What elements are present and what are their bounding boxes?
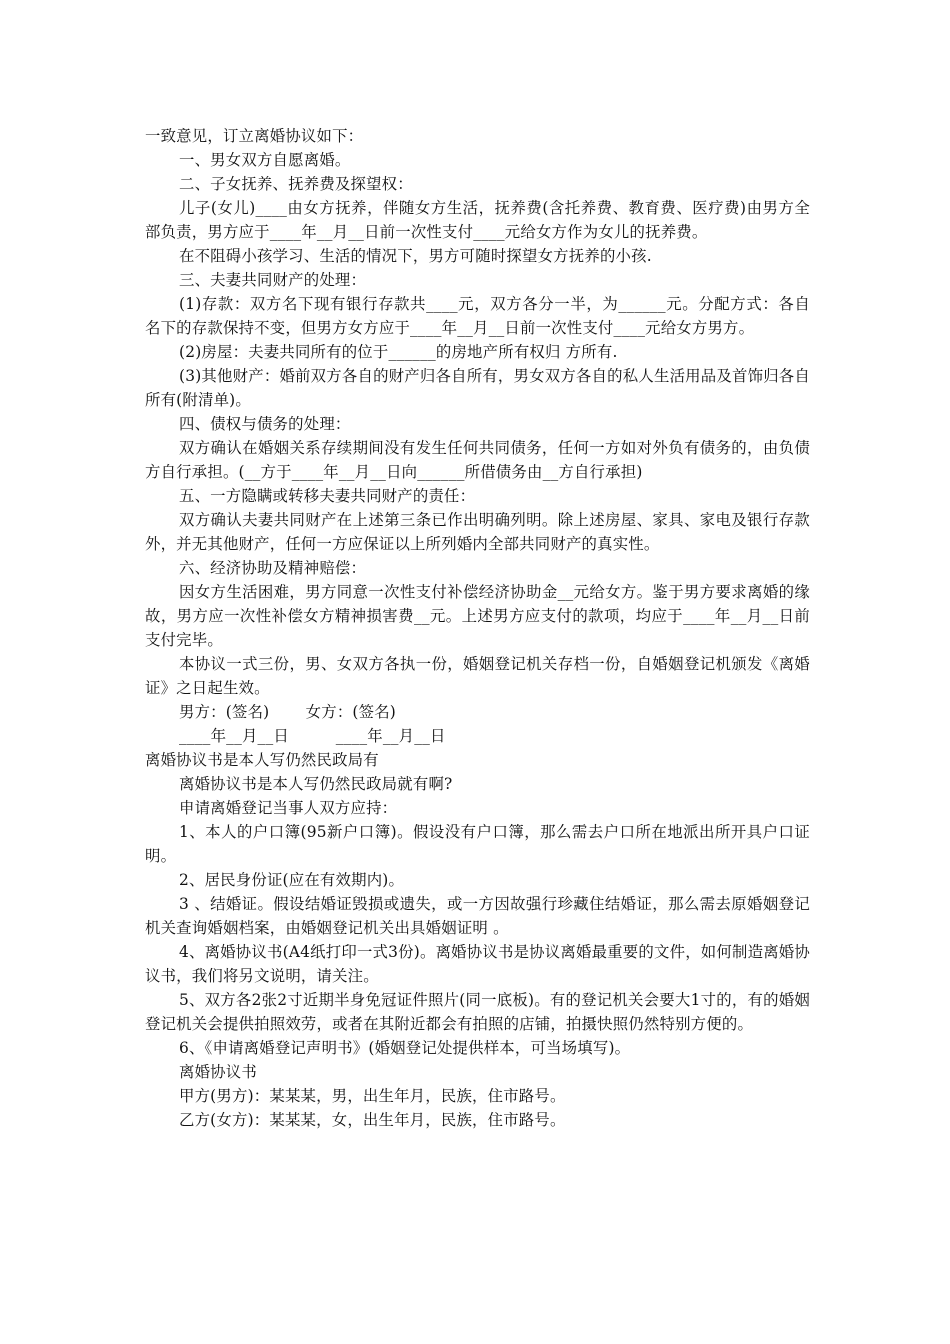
section-heading: 三、夫妻共同财产的处理： [179,271,367,289]
document-body [145,124,810,1132]
section-heading: 六、经济协助及精神赔偿： [179,559,367,577]
paragraph: 因女方生活困难，男方同意一次性支付补偿经济协助金__元给女方。鉴于男方要求离婚的缘故，男方应一次性补偿女方精神损害费__元。上述男方应支付的款项，均应于____年__月__日前支付完毕。 [145,583,810,649]
list-item: 2、居民身份证(应在有效期内)。 [179,871,405,889]
list-item: 6、《申请离婚登记声明书》(婚姻登记处提供样本，可当场填写)。 [179,1039,631,1057]
paragraph: (3)其他财产：婚前双方各自的财产归各自所有，男女双方各自的私人生活用品及首饰归各自所有(附清单)。 [145,367,810,409]
section-title: 离婚协议书 [179,1063,257,1081]
paragraph: (1)存款：双方名下现有银行存款共____元，双方各分一半，为______元。分配方式：各自名下的存款保持不变，但男方女方应于____年__月__日前一次性支付____元给女方男方。 [145,295,810,337]
section-heading: 二、子女抚养、抚养费及探望权： [179,175,413,193]
paragraph: 本协议一式三份，男、女双方各执一份，婚姻登记机关存档一份，自婚姻登记机颁发《离婚证》之日起生效。 [145,655,810,697]
list-item: 1、本人的户口簿(95新户口簿)。假设没有户口簿，那么需去户口所在地派出所开具户口证明。 [145,823,810,865]
paragraph: 双方确认夫妻共同财产在上述第三条已作出明确列明。除上述房屋、家具、家电及银行存款外，并无其他财产，任何一方应保证以上所列婚内全部共同财产的真实性。 [145,511,810,553]
date-line: ____年__月__日 ____年__月__日 [179,727,446,745]
paragraph: 在不阻碍小孩学习、生活的情况下，男方可随时探望女方抚养的小孩. [179,247,652,265]
list-item: 3 、结婚证。假设结婚证毁损或遗失，或一方因故强行珍藏住结婚证，那么需去原婚姻登记机关查询婚姻档案，由婚姻登记机关出具婚姻证明 。 [145,895,810,937]
paragraph: 离婚协议书是本人写仍然民政局就有啊? [179,775,453,793]
party-line: 甲方(男方)：某某某，男，出生年月，民族，住市路号。 [179,1087,566,1105]
paragraph: 双方确认在婚姻关系存续期间没有发生任何共同债务，任何一方如对外负有债务的，由负债方自行承担。(__方于____年__月__日向______所借债务由__方自行承担) [145,439,810,481]
paragraph: (2)房屋：夫妻共同所有的位于______的房地产所有权归 方所有. [179,343,618,361]
list-item: 4、离婚协议书(A4纸打印一式3份)。离婚协议书是协议离婚最重要的文件，如何制造离婚协议书，我们将另文说明，请关注。 [145,943,810,985]
list-item: 5、双方各2张2寸近期半身免冠证件照片(同一底板)。有的登记机关会要大1寸的，有的婚姻登记机关会提供拍照效劳，或者在其附近都会有拍照的店铺，拍摄快照仍然特别方便的。 [145,991,810,1033]
section-heading: 一、男女双方自愿离婚。 [179,151,351,169]
paragraph: 一致意见，订立离婚协议如下： [145,127,364,145]
party-line: 乙方(女方)：某某某，女，出生年月，民族，住市路号。 [179,1111,566,1129]
paragraph: 申请离婚登记当事人双方应持： [179,799,398,817]
paragraph: 儿子(女儿)____由女方抚养，伴随女方生活，抚养费(含托养费、教育费、医疗费)由男方全部负责，男方应于____年__月__日前一次性支付____元给女方作为女儿的抚养费。 [145,199,810,241]
section-title: 离婚协议书是本人写仍然民政局有 [145,751,379,769]
signature-line: 男方：(签名) 女方：(签名) [179,703,396,721]
section-heading: 四、债权与债务的处理： [179,415,351,433]
section-heading: 五、一方隐瞒或转移夫妻共同财产的责任： [179,487,476,505]
